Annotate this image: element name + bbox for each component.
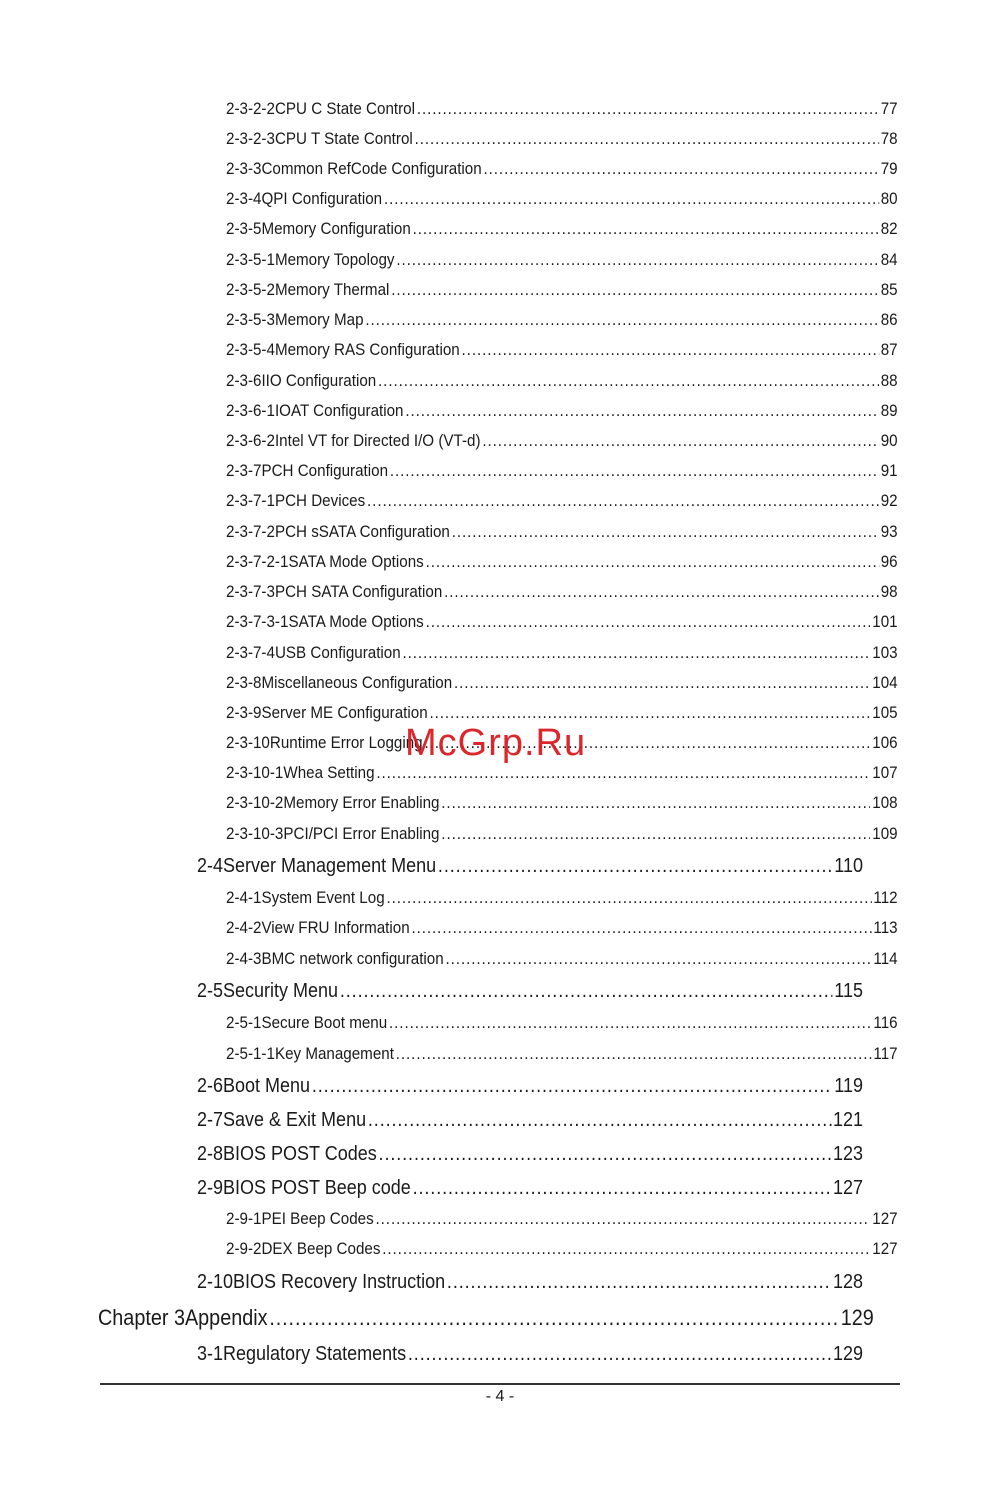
- toc-entry-page: 96: [880, 553, 898, 571]
- toc-entry[interactable]: [226, 644, 898, 663]
- toc-entry[interactable]: [226, 402, 898, 421]
- toc-leader-dots: [391, 281, 879, 300]
- toc-entry-page: 80: [880, 190, 898, 208]
- toc-entry-page: 78: [880, 130, 898, 148]
- toc-entry-page: 127: [832, 1177, 863, 1199]
- toc-entry-number: 2-3-8: [226, 674, 262, 692]
- toc-entry-number: 2-4-3: [226, 950, 262, 968]
- toc-entry-number: 2-3-7-3-1: [226, 613, 289, 631]
- toc-entry-number: 2-3-7-3: [226, 583, 275, 601]
- toc-entry[interactable]: [226, 674, 898, 693]
- toc-entry-number: 2-3-3: [226, 160, 262, 178]
- toc-entry[interactable]: [197, 855, 863, 878]
- toc-entry-page: 77: [880, 100, 898, 118]
- toc-entry-page: 119: [834, 1075, 863, 1097]
- toc-entry-number: 2-4: [197, 855, 224, 877]
- toc-entry-page: 109: [872, 825, 898, 843]
- toc-entry-title: BIOS POST Beep code: [223, 1177, 411, 1199]
- toc-entry-number: 2-3-2-2: [226, 100, 275, 118]
- toc-leader-dots: [389, 1014, 872, 1033]
- toc-entry-page: 103: [872, 644, 898, 662]
- toc-entry[interactable]: [226, 613, 898, 632]
- toc-entry-number: 2-4-2: [226, 919, 262, 937]
- toc-entry-number: 2-3-7-2: [226, 523, 275, 541]
- toc-entry-title: System Event Log: [261, 889, 385, 907]
- page-number: - 4 -: [485, 1388, 515, 1405]
- toc-entry-number: 2-3-5-3: [226, 311, 275, 329]
- toc-leader-dots: [444, 583, 879, 602]
- toc-entry-number: 2-3-7-4: [226, 644, 275, 662]
- toc-entry-number: 2-8: [197, 1143, 224, 1165]
- toc-entry-title: CPU T State Control: [274, 130, 413, 148]
- toc-leader-dots: [438, 855, 833, 878]
- toc-entry-number: 2-3-5-4: [226, 341, 275, 359]
- toc-entry[interactable]: [197, 1075, 863, 1098]
- toc-leader-dots: [368, 1109, 831, 1132]
- footer-rule: [100, 1383, 900, 1385]
- toc-entry-title: SATA Mode Options: [288, 613, 424, 631]
- toc-entry-page: 116: [873, 1014, 898, 1032]
- toc-entry-title: DEX Beep Codes: [261, 1240, 381, 1258]
- toc-entry-title: View FRU Information: [261, 919, 410, 937]
- toc-entry-page: 104: [872, 674, 898, 692]
- toc-entry[interactable]: [226, 553, 898, 572]
- toc-entry-title: Appendix: [184, 1305, 268, 1330]
- toc-leader-dots: [413, 1177, 832, 1200]
- toc-leader-dots: [415, 130, 879, 149]
- toc-entry-number: 2-3-5: [226, 220, 262, 238]
- toc-entry[interactable]: [226, 130, 898, 149]
- toc-entry-number: Chapter 3: [98, 1305, 185, 1330]
- toc-entry-title: CPU C State Control: [274, 100, 416, 118]
- toc-leader-dots: [441, 825, 870, 844]
- toc-entry-page: 114: [873, 950, 898, 968]
- toc-leader-dots: [340, 980, 833, 1003]
- toc-entry-page: 91: [880, 462, 898, 480]
- toc-entry-number: 2-9: [197, 1177, 224, 1199]
- toc-leader-dots: [405, 402, 879, 421]
- toc-leader-dots: [426, 613, 871, 632]
- toc-entry-title: PCH Devices: [274, 492, 366, 510]
- toc-leader-dots: [447, 1271, 831, 1294]
- toc-entry-number: 2-3-10-2: [226, 794, 284, 812]
- toc-entry-title: Memory Thermal: [274, 281, 390, 299]
- toc-leader-dots: [390, 462, 879, 481]
- toc-leader-dots: [384, 190, 879, 209]
- toc-entry-number: 2-10: [197, 1271, 234, 1293]
- toc-leader-dots: [396, 251, 879, 270]
- toc-leader-dots: [378, 372, 879, 391]
- toc-entry-number: 2-3-6: [226, 372, 262, 390]
- toc-entry-title: BIOS POST Codes: [223, 1143, 377, 1165]
- toc-leader-dots: [454, 674, 870, 693]
- toc-entry-title: Save & Exit Menu: [223, 1109, 367, 1131]
- toc-entry-number: 2-3-4: [226, 190, 262, 208]
- toc-entry[interactable]: [226, 825, 898, 844]
- toc-entry-title: Server Management Menu: [223, 855, 437, 877]
- toc-entry[interactable]: [226, 190, 898, 209]
- toc-entry-number: 2-9-1: [226, 1210, 262, 1228]
- toc-entry-page: 87: [880, 341, 898, 359]
- toc-entry[interactable]: [226, 523, 898, 542]
- toc-entry-number: 2-3-7-1: [226, 492, 275, 510]
- toc-entry-number: 2-7: [197, 1109, 224, 1131]
- toc-entry-page: 85: [880, 281, 898, 299]
- toc-entry[interactable]: [226, 1014, 898, 1033]
- toc-entry[interactable]: [197, 980, 863, 1003]
- toc-entry-number: 2-3-2-3: [226, 130, 275, 148]
- toc-entry[interactable]: [226, 950, 898, 969]
- toc-entry-title: Runtime Error Logging: [269, 734, 423, 752]
- toc-entry[interactable]: [226, 492, 898, 511]
- toc-entry-page: 127: [872, 1240, 898, 1258]
- toc-entry-title: Key Management: [274, 1045, 394, 1063]
- toc-leader-dots: [413, 220, 879, 239]
- toc-entry-page: 106: [872, 734, 898, 752]
- toc-entry[interactable]: [226, 583, 898, 602]
- toc-entry[interactable]: [197, 1109, 863, 1132]
- toc-entry-page: 108: [872, 794, 898, 812]
- toc-entry[interactable]: [197, 1343, 863, 1366]
- toc-entry-title: PEI Beep Codes: [261, 1210, 374, 1228]
- toc-entry[interactable]: [226, 311, 898, 330]
- toc-entry-title: PCH sSATA Configuration: [274, 523, 450, 541]
- toc-entry-page: 90: [880, 432, 898, 450]
- toc-entry-page: 82: [880, 220, 898, 238]
- toc-entry-title: IIO Configuration: [261, 372, 377, 390]
- toc-entry-title: BIOS Recovery Instruction: [233, 1271, 446, 1293]
- toc-entry-title: Security Menu: [223, 980, 339, 1002]
- toc-entry-number: 2-3-5-1: [226, 251, 275, 269]
- toc-entry-page: 93: [880, 523, 898, 541]
- toc-entry-page: 79: [880, 160, 898, 178]
- toc-entry-title: Whea Setting: [283, 764, 375, 782]
- toc-entry-number: 2-6: [197, 1075, 224, 1097]
- toc-entry-title: BMC network configuration: [261, 950, 444, 968]
- toc-entry-page: 98: [880, 583, 898, 601]
- toc-entry[interactable]: [226, 889, 898, 908]
- toc-entry[interactable]: [226, 251, 898, 270]
- toc-entry[interactable]: [226, 100, 898, 119]
- toc-entry-page: 84: [880, 251, 898, 269]
- toc-entry-page: 105: [872, 704, 898, 722]
- toc-entry[interactable]: [197, 1143, 863, 1166]
- toc-entry-number: 2-3-10-1: [226, 764, 284, 782]
- toc-leader-dots: [379, 1143, 832, 1166]
- toc-entry-page: 121: [832, 1109, 863, 1131]
- toc-entry-page: 128: [832, 1271, 863, 1293]
- toc-entry[interactable]: [226, 919, 898, 938]
- toc-entry-number: 2-3-10-3: [226, 825, 284, 843]
- toc-leader-dots: [376, 764, 870, 783]
- toc-entry[interactable]: [226, 372, 898, 391]
- toc-entry-title: Intel VT for Directed I/O (VT-d): [274, 432, 481, 450]
- toc-leader-dots: [417, 100, 879, 119]
- toc-entry-page: 123: [832, 1143, 863, 1165]
- toc-entry[interactable]: [226, 764, 898, 783]
- toc-entry[interactable]: [226, 794, 898, 813]
- toc-entry-title: Secure Boot menu: [261, 1014, 388, 1032]
- toc-leader-dots: [365, 311, 879, 330]
- toc-leader-dots: [403, 644, 871, 663]
- toc-leader-dots: [426, 553, 879, 572]
- toc-entry-page: 88: [880, 372, 898, 390]
- toc-entry-title: PCI/PCI Error Enabling: [283, 825, 440, 843]
- toc-entry[interactable]: [226, 704, 898, 723]
- toc-leader-dots: [376, 1210, 871, 1229]
- toc-entry-page: 101: [872, 613, 898, 631]
- toc-entry[interactable]: [226, 281, 898, 300]
- toc-entry-number: 2-5-1: [226, 1014, 262, 1032]
- toc-entry-page: 115: [834, 980, 863, 1002]
- toc-entry-page: 129: [840, 1305, 874, 1330]
- toc-entry-number: 2-3-7-2-1: [226, 553, 289, 571]
- toc-entry-number: 2-3-9: [226, 704, 262, 722]
- toc-entry-page: 129: [832, 1343, 863, 1365]
- toc-entry-number: 2-4-1: [226, 889, 262, 907]
- toc-entry[interactable]: [226, 1240, 898, 1259]
- toc-entry-page: 110: [834, 855, 863, 877]
- toc-leader-dots: [430, 704, 871, 723]
- toc-entry[interactable]: [226, 462, 898, 481]
- toc-leader-dots: [462, 341, 879, 360]
- toc-entry-title: Common RefCode Configuration: [261, 160, 482, 178]
- toc-entry-title: Memory Topology: [274, 251, 395, 269]
- toc-entry[interactable]: [226, 432, 898, 451]
- toc-entry-title: Miscellaneous Configuration: [261, 674, 453, 692]
- toc-leader-dots: [396, 1045, 872, 1064]
- toc-entry-page: 112: [873, 889, 898, 907]
- toc-entry-title: SATA Mode Options: [288, 553, 424, 571]
- toc-leader-dots: [386, 889, 871, 908]
- toc-entry-number: 2-3-5-2: [226, 281, 275, 299]
- toc-leader-dots: [269, 1305, 839, 1331]
- toc-entry-number: 2-3-6-1: [226, 402, 275, 420]
- toc-entry-title: Memory Map: [274, 311, 364, 329]
- toc-leader-dots: [484, 160, 879, 179]
- toc-entry[interactable]: [226, 1045, 898, 1064]
- toc-entry-title: QPI Configuration: [261, 190, 383, 208]
- watermark-logo: McGrp.Ru: [405, 722, 587, 764]
- toc-entry[interactable]: [226, 160, 898, 179]
- toc-leader-dots: [408, 1343, 831, 1366]
- toc-entry-page: 127: [872, 1210, 898, 1228]
- toc-leader-dots: [367, 492, 879, 511]
- toc-entry-title: Boot Menu: [223, 1075, 311, 1097]
- toc-entry-number: 2-3-7: [226, 462, 262, 480]
- toc-entry[interactable]: [98, 1305, 874, 1331]
- toc-entry-page: 89: [880, 402, 898, 420]
- toc-entry-page: 86: [880, 311, 898, 329]
- toc-entry-title: Memory Error Enabling: [283, 794, 440, 812]
- toc-leader-dots: [452, 523, 879, 542]
- toc-leader-dots: [441, 794, 870, 813]
- toc-leader-dots: [312, 1075, 833, 1098]
- toc-entry[interactable]: [226, 1210, 898, 1229]
- toc-entry-page: 117: [873, 1045, 898, 1063]
- toc-entry-number: 2-3-10: [226, 734, 270, 752]
- toc-entry-title: Memory Configuration: [261, 220, 411, 238]
- toc-entry[interactable]: [197, 1271, 863, 1294]
- toc-entry-number: 2-9-2: [226, 1240, 262, 1258]
- toc-entry-title: PCH Configuration: [261, 462, 389, 480]
- toc-entry-page: 92: [880, 492, 898, 510]
- toc-leader-dots: [382, 1240, 870, 1259]
- toc-entry-number: 2-5: [197, 980, 224, 1002]
- toc-entry[interactable]: [226, 341, 898, 360]
- toc-leader-dots: [482, 432, 879, 451]
- toc-entry-number: 3-1: [197, 1343, 224, 1365]
- toc-entry-title: Server ME Configuration: [261, 704, 428, 722]
- toc-entry[interactable]: [197, 1177, 863, 1200]
- toc-entry-title: Memory RAS Configuration: [274, 341, 460, 359]
- toc-entry-page: 107: [872, 764, 898, 782]
- toc-entry-number: 2-3-6-2: [226, 432, 275, 450]
- toc-leader-dots: [446, 950, 872, 969]
- toc-entry-number: 2-5-1-1: [226, 1045, 275, 1063]
- toc-entry-title: PCH SATA Configuration: [274, 583, 443, 601]
- toc-entry-title: USB Configuration: [274, 644, 401, 662]
- toc-entry-title: IOAT Configuration: [274, 402, 404, 420]
- toc-entry-page: 113: [873, 919, 898, 937]
- toc-leader-dots: [411, 919, 871, 938]
- toc-entry[interactable]: [226, 220, 898, 239]
- toc-entry-title: Regulatory Statements: [223, 1343, 407, 1365]
